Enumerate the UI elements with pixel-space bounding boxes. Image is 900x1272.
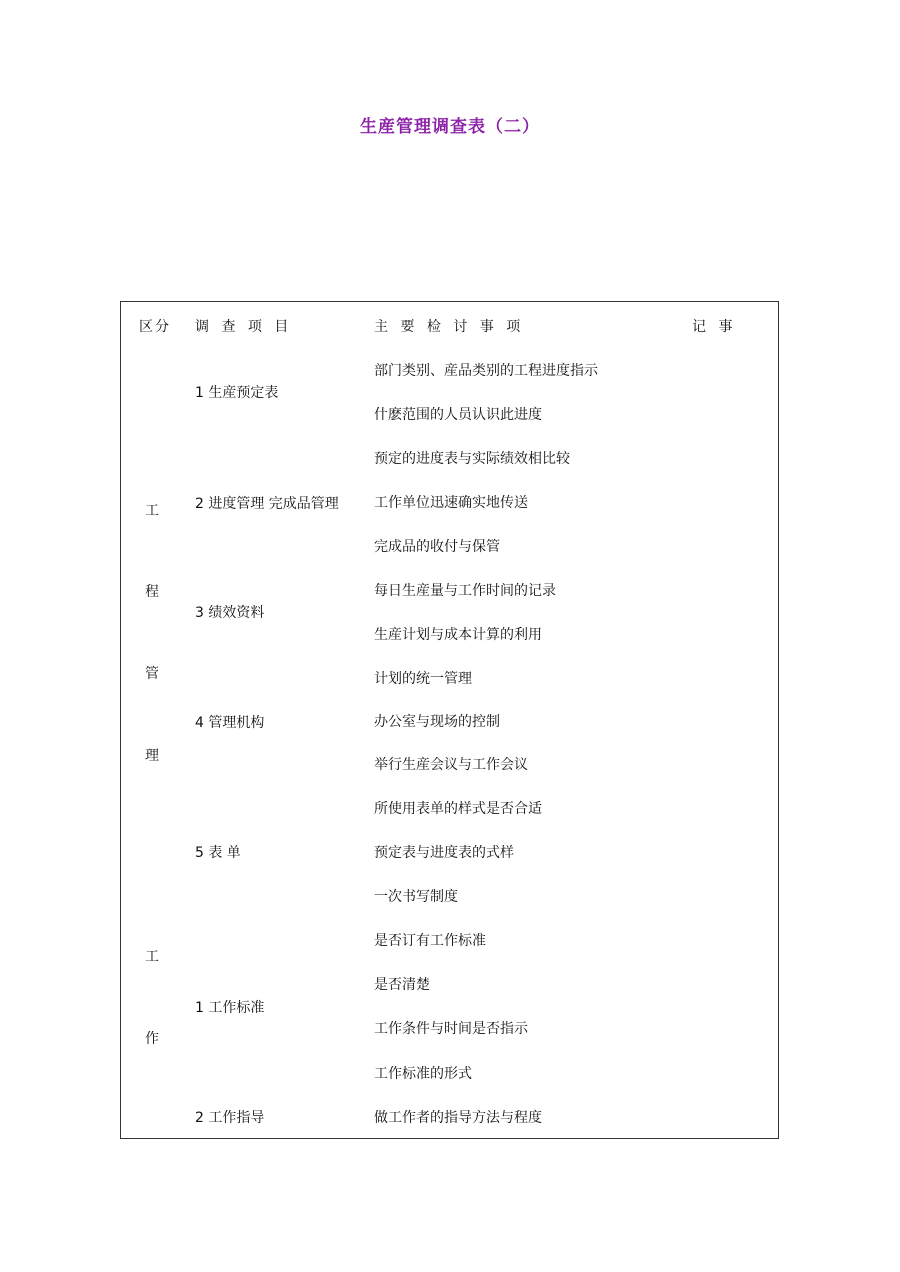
main-point: 完成品的收付与保管 bbox=[374, 539, 500, 555]
main-point: 举行生産会议与工作会议 bbox=[374, 757, 528, 773]
main-point: 部门类别、産品类别的工程进度指示 bbox=[374, 363, 598, 379]
main-point: 什麽范围的人员认识此进度 bbox=[374, 407, 542, 423]
main-point: 工作条件与时间是否指示 bbox=[374, 1021, 528, 1037]
survey-item: 3 绩效资料 bbox=[195, 605, 265, 621]
header-division: 区分 bbox=[139, 319, 171, 335]
survey-item: 4 管理机构 bbox=[195, 715, 265, 731]
header-main-points: 主 要 检 讨 事 项 bbox=[374, 319, 525, 335]
survey-item: 1 工作标准 bbox=[195, 1000, 265, 1016]
main-point: 做工作者的指导方法与程度 bbox=[374, 1110, 542, 1126]
header-survey-item: 调 查 项 目 bbox=[195, 319, 293, 335]
survey-item: 2 进度管理 完成品管理 bbox=[195, 496, 339, 512]
division-char: 程 bbox=[145, 584, 159, 600]
main-point: 预定的进度表与实际绩效相比较 bbox=[374, 451, 570, 467]
main-point: 一次书写制度 bbox=[374, 889, 458, 905]
main-point: 工作单位迅速确实地传送 bbox=[374, 495, 528, 511]
survey-item: 2 工作指导 bbox=[195, 1110, 265, 1126]
main-point: 是否订有工作标准 bbox=[374, 933, 486, 949]
page-title: 生産管理调查表（二） bbox=[360, 117, 540, 137]
division-char: 工 bbox=[145, 503, 159, 519]
main-point: 计划的统一管理 bbox=[374, 671, 472, 687]
header-notes: 记 事 bbox=[692, 319, 737, 335]
main-point: 预定表与进度表的式样 bbox=[374, 845, 514, 861]
division-char: 作 bbox=[145, 1031, 159, 1047]
main-point: 办公室与现场的控制 bbox=[374, 714, 500, 730]
survey-item: 5 表 单 bbox=[195, 845, 241, 861]
division-char: 理 bbox=[145, 748, 159, 764]
main-point: 每日生産量与工作时间的记录 bbox=[374, 583, 556, 599]
main-point: 所使用表单的样式是否合适 bbox=[374, 801, 542, 817]
main-point: 工作标准的形式 bbox=[374, 1066, 472, 1082]
main-point: 是否清楚 bbox=[374, 977, 430, 993]
survey-table bbox=[120, 301, 779, 1139]
division-char: 工 bbox=[145, 949, 159, 965]
survey-item: 1 生産预定表 bbox=[195, 385, 279, 401]
main-point: 生産计划与成本计算的利用 bbox=[374, 627, 542, 643]
division-char: 管 bbox=[145, 666, 159, 682]
